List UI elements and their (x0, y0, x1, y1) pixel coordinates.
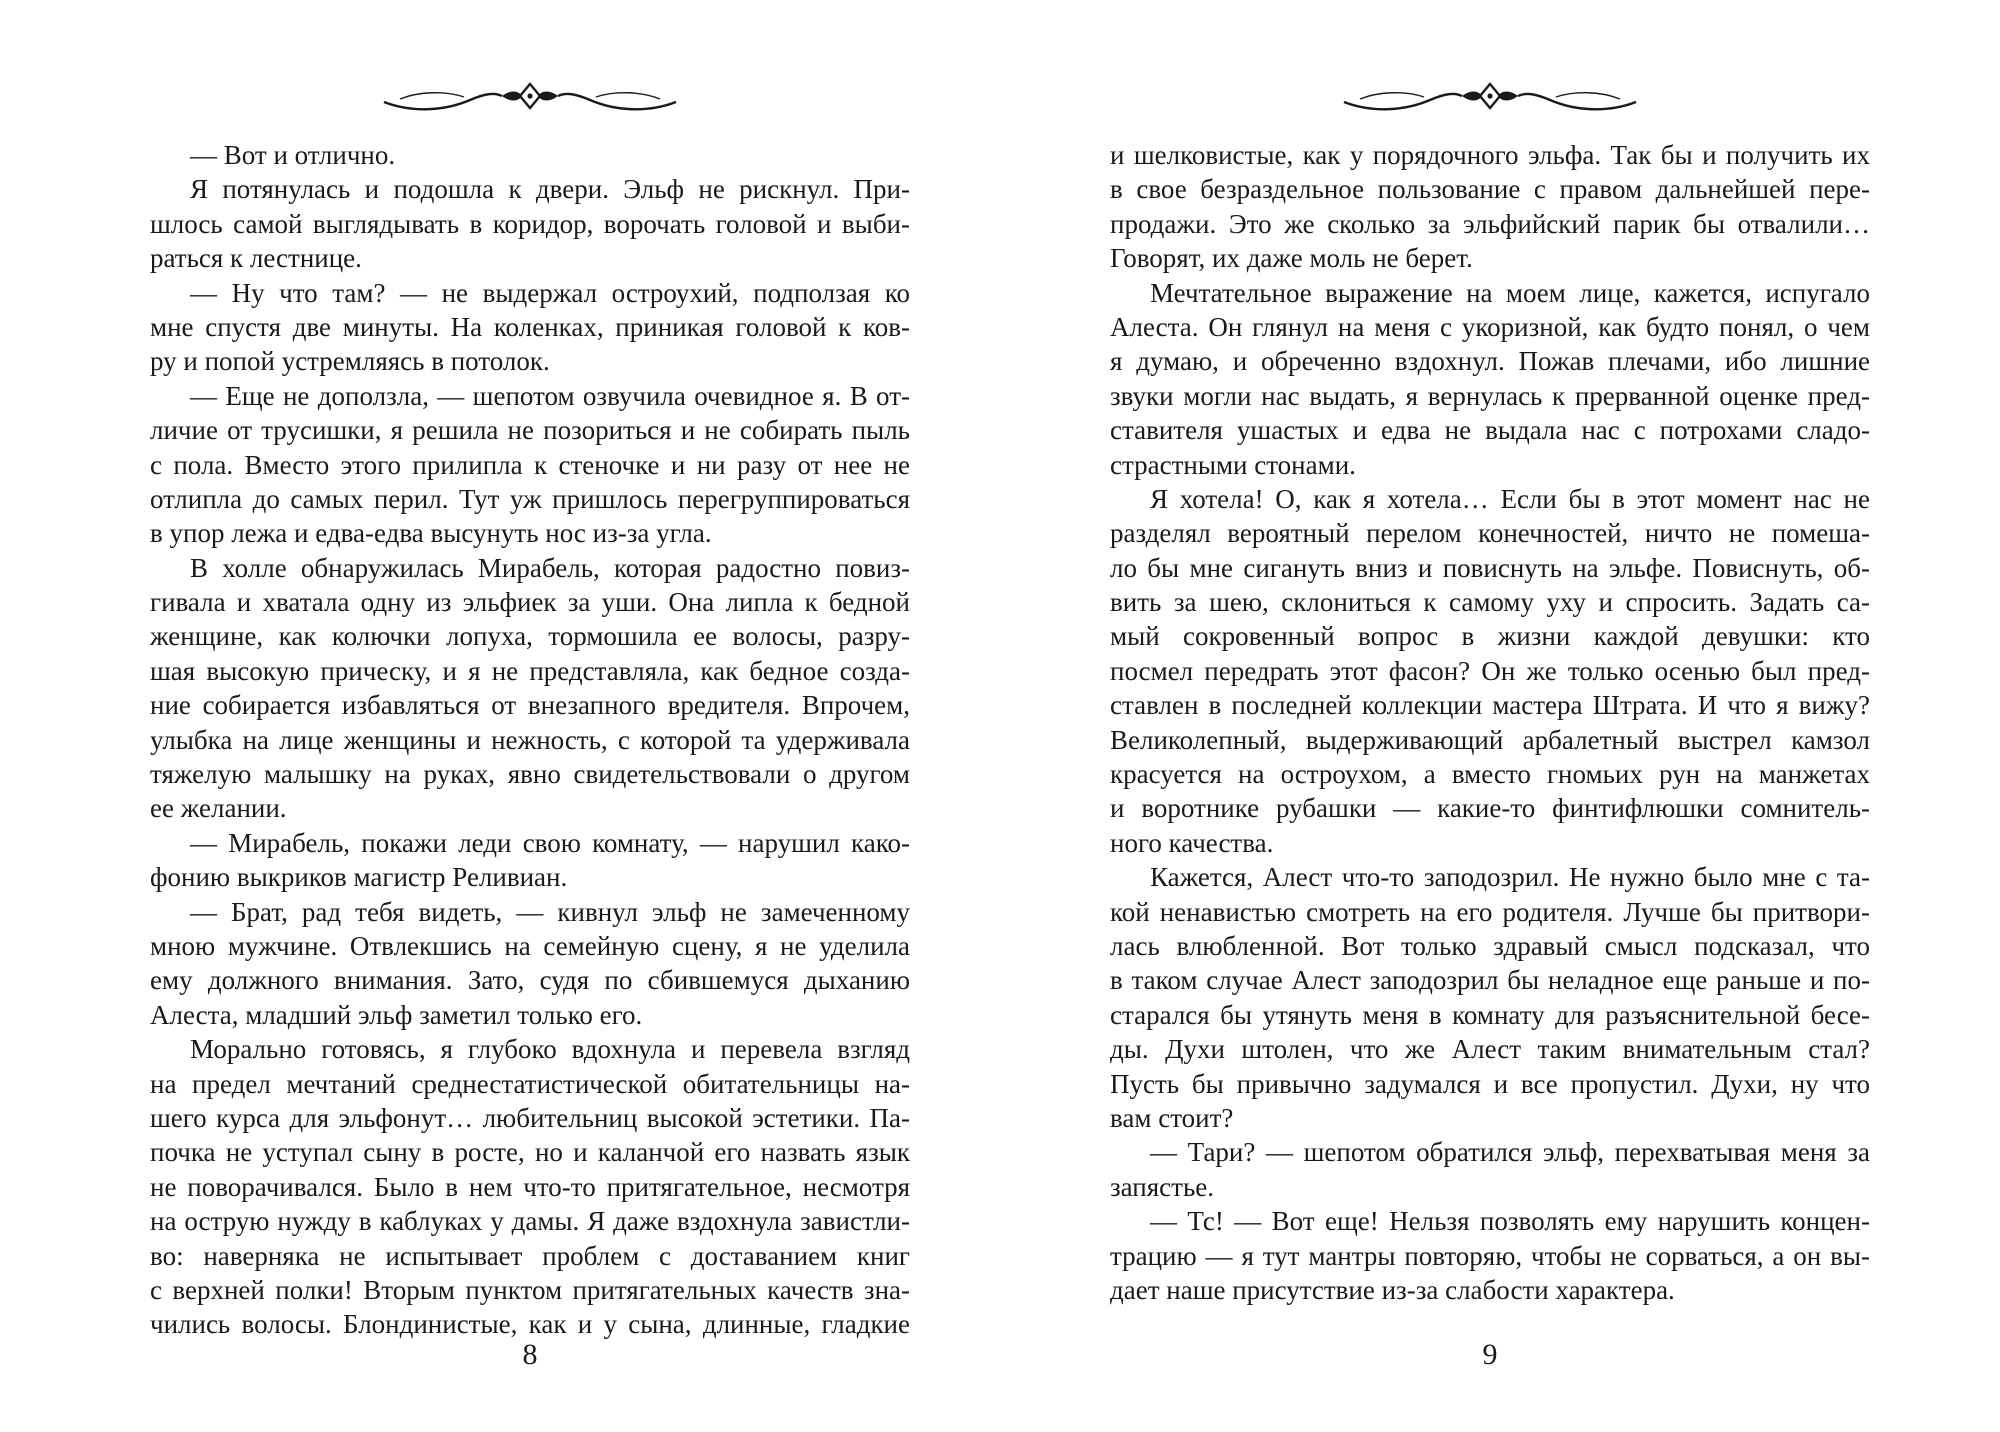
text-line: Я потянулась и подошла к двери. Эльф не рискнул. При- (190, 174, 910, 205)
text-line: ставлен в последней коллекции мастера Штрата. И что я вижу? (1110, 690, 1870, 721)
right-page (1110, 0, 1870, 1432)
text-line: ды. Духи штолен, что же Алест таким внимательным стал? (1110, 1034, 1870, 1065)
text-line: улыбка на лице женщины и нежность, с которой та удерживала (150, 724, 910, 755)
text-line: Я хотела! О, как я хотела… Если бы в этот момент нас не (1150, 483, 1870, 514)
text-line: Кажется, Алест что-то заподозрил. Не нужно было мне с та- (1150, 862, 1870, 893)
text-line: — Мирабель, покажи леди свою комнату, — нарушил како- (190, 827, 910, 858)
text-line: старался бы утянуть меня в комнату для разъяснительной бесе- (1110, 999, 1870, 1030)
left-page (150, 0, 910, 1432)
text-line: Алеста. Он глянул на меня с укоризной, как будто понял, о чем (1110, 311, 1870, 342)
text-line: чились волосы. Блондинистые, как и у сына, длинные, гладкие (150, 1309, 910, 1340)
text-line: с пола. Вместо этого прилипла к стеночке и ни разу от нее не (150, 449, 910, 480)
text-line: ру и попой устремляясь в потолок. (150, 346, 550, 377)
text-line: шая высокую прическу, и я не представляла, как бедное созда- (150, 655, 910, 686)
text-line: разделял вероятный перелом конечностей, ничто не помеша- (1110, 518, 1870, 549)
text-line: Мечтательное выражение на моем лице, кажется, испугало (1150, 277, 1870, 308)
text-line: в упор лежа и едва-едва высунуть нос из-за угла. (150, 518, 712, 549)
text-line: шего курса для эльфонут… любительниц высокой эстетики. Па- (150, 1102, 910, 1133)
right-page-text (1110, 138, 1870, 1307)
text-line: Пусть бы привычно задумался и все пропустил. Духи, ну что (1110, 1068, 1870, 1099)
text-line: и воротнике рубашки — какие-то финтифлюшки сомнитель- (1110, 793, 1870, 824)
text-line: — Тари? — шепотом обратился эльф, перехватывая меня за (1150, 1137, 1870, 1168)
text-line: — Вот и отлично. (190, 140, 396, 170)
text-line: красуется на остроухом, а вместо гномьих рун на манжетах (1110, 759, 1870, 790)
text-line: трацию — я тут мантры повторяю, чтобы не сорваться, а он вы- (1110, 1240, 1870, 1271)
ornament-divider-icon (1340, 78, 1640, 114)
ornament-divider-icon (380, 78, 680, 114)
text-line: на предел мечтаний среднестатистической обитательницы на- (150, 1068, 910, 1099)
text-line: ему должного внимания. Зато, судя по сбившемуся дыханию (150, 965, 910, 996)
page-number-left: 8 (522, 1338, 538, 1371)
page-number-right: 9 (1482, 1338, 1498, 1371)
text-line: вам стоит? (1110, 1102, 1234, 1133)
text-line: не поворачивался. Было в нем что-то притягательное, несмотря (150, 1171, 910, 1202)
text-line: В холле обнаружилась Мирабель, которая радостно повиз- (190, 552, 910, 583)
text-line: мне спустя две минуты. На коленках, приникая головой к ков- (150, 311, 910, 342)
text-line: мною мужчине. Отвлекшись на семейную сцену, я не уделила (150, 930, 910, 961)
text-line: и шелковистые, как у порядочного эльфа. Так бы и получить их (1110, 140, 1870, 170)
text-line: продажи. Это же сколько за эльфийский парик бы отвалили… (1110, 208, 1870, 239)
text-line: Морально готовясь, я глубоко вдохнула и перевела взгляд (190, 1034, 910, 1065)
text-line: гивала и хватала одну из эльфиек за уши. Она липла к бедной (150, 587, 910, 618)
text-line: в таком случае Алест заподозрил бы неладное еще раньше и по- (1110, 965, 1870, 996)
text-line: во: наверняка не испытывает проблем с доставанием книг (150, 1240, 910, 1271)
text-line: Говорят, их даже моль не берет. (1110, 243, 1473, 274)
text-line: — Еще не доползла, — шепотом озвучила очевидное я. В от- (190, 380, 910, 411)
text-line: запястье. (1110, 1171, 1214, 1202)
text-line: вить за шею, склониться к самому уху и спросить. Задать са- (1110, 587, 1870, 618)
text-line: Алеста, младший эльф заметил только его. (150, 999, 643, 1030)
text-line: шлось самой выглядывать в коридор, ворочать головой и выби- (150, 208, 910, 239)
text-line: — Тс! — Вот еще! Нельзя позволять ему нарушить концен- (1150, 1206, 1870, 1237)
text-line: ставителя ушастых и едва не выдала нас с потрохами сладо- (1110, 415, 1870, 446)
text-line: раться к лестнице. (150, 243, 362, 274)
text-line: на острую нужду в каблуках у дамы. Я даже вздохнула завистли- (150, 1206, 910, 1237)
left-page-text (150, 138, 910, 1342)
text-line: Великолепный, выдерживающий арбалетный выстрел камзол (1110, 724, 1870, 755)
text-line: ло бы мне сигануть вниз и повиснуть на эльфе. Повиснуть, об- (1110, 552, 1870, 583)
text-line: — Ну что там? — не выдержал остроухий, подползая ко (190, 277, 910, 308)
text-line: звуки могли нас выдать, я вернулась к прерванной оценке пред- (1110, 380, 1870, 411)
text-line: кой ненавистью смотреть на его родителя. Лучше бы притвори- (1110, 896, 1870, 927)
text-line: фонию выкриков магистр Реливиан. (150, 862, 568, 893)
text-line: мый сокровенный вопрос в жизни каждой девушки: кто (1110, 621, 1870, 652)
text-line: страстными стонами. (1110, 449, 1356, 480)
text-line: дает наше присутствие из-за слабости характера. (1110, 1274, 1675, 1305)
text-line: ние собирается избавляться от внезапного вредителя. Впрочем, (150, 690, 910, 721)
text-line: я думаю, и обреченно вздохнул. Пожав плечами, ибо лишние (1110, 346, 1870, 377)
text-line: ного качества. (1110, 827, 1274, 858)
text-line: отлипла до самых перил. Тут уж пришлось перегруппироваться (150, 483, 910, 514)
text-line: тяжелую малышку на руках, явно свидетельствовали о другом (150, 759, 910, 790)
text-line: личие от трусишки, я решила не позориться и не собирать пыль (150, 415, 910, 446)
text-line: женщине, как колючки лопуха, тормошила ее волосы, разру- (150, 621, 910, 652)
text-line: посмел передрать этот фасон? Он же только осенью был пред- (1110, 655, 1870, 686)
text-line: лась влюбленной. Вот только здравый смысл подсказал, что (1110, 930, 1870, 961)
text-line: с верхней полки! Вторым пунктом притягательных качеств зна- (150, 1274, 910, 1305)
text-line: ее желании. (150, 793, 287, 824)
text-line: в свое безраздельное пользование с правом дальнейшей пере- (1110, 174, 1870, 205)
text-line: почка не уступал сыну в росте, но и каланчой его назвать язык (150, 1137, 910, 1168)
text-line: — Брат, рад тебя видеть, — кивнул эльф не замеченному (190, 896, 910, 927)
